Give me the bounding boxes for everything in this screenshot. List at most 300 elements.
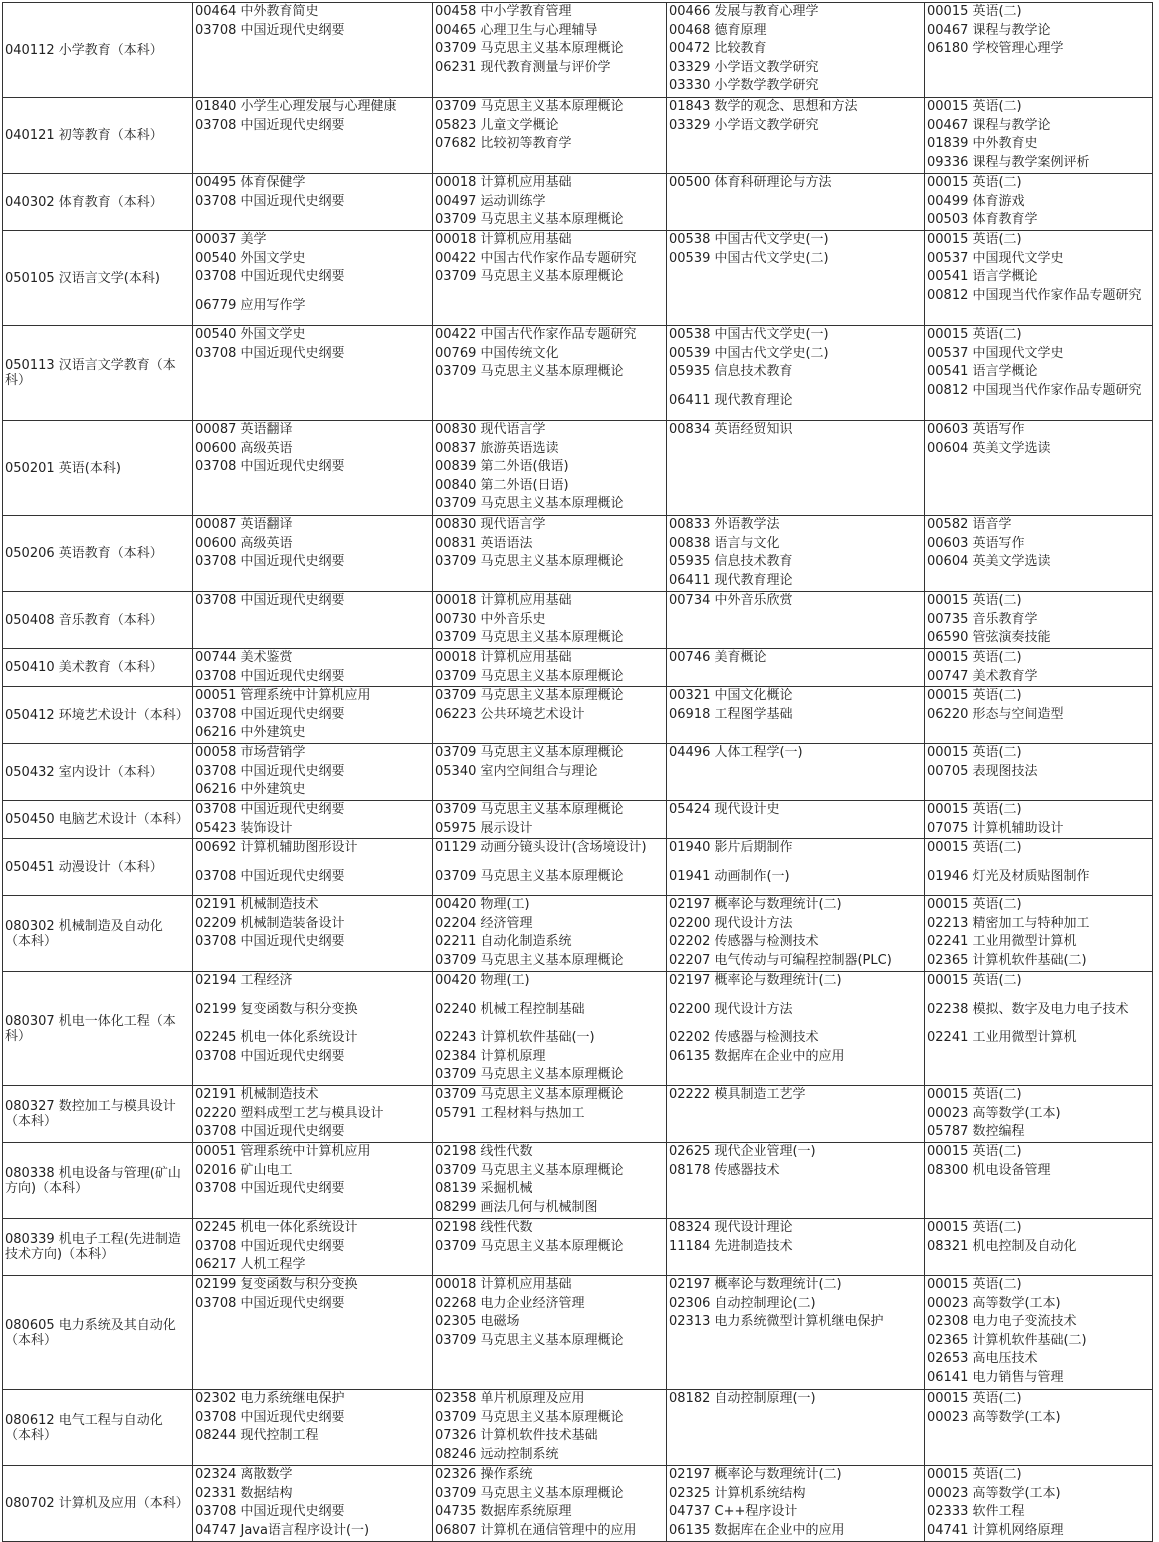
course-cell-2 <box>433 516 667 592</box>
course-item: 00015 英语(二) <box>927 745 1022 760</box>
course-cell-1 <box>193 801 433 839</box>
course-cell-4 <box>925 972 1153 1086</box>
course-item: 03709 马克思主义基本原理概论 <box>435 212 624 227</box>
line-gap <box>195 287 430 297</box>
course-item: 00015 英语(二) <box>927 802 1022 817</box>
course-cell-1 <box>193 516 433 592</box>
course-item: 00087 英语翻译 <box>195 422 293 437</box>
course-item: 00018 计算机应用基础 <box>435 232 572 247</box>
course-item: 00015 英语(二) <box>927 688 1022 703</box>
course-item: 02268 电力企业经济管理 <box>435 1295 585 1311</box>
course-item: 05823 儿童文学概论 <box>435 117 559 133</box>
line-gap <box>195 991 430 1001</box>
course-item: 00540 外国文学史 <box>195 327 306 342</box>
course-cell-1 <box>193 326 433 421</box>
line-gap <box>669 382 922 392</box>
course-cell-3 <box>667 98 925 174</box>
course-item: 03708 中国近现代史纲要 <box>195 269 345 284</box>
course-item: 06918 工程图学基础 <box>669 706 793 722</box>
table-row <box>3 1143 1153 1219</box>
course-item: 00015 英语(二) <box>927 897 1022 912</box>
course-item: 00467 课程与教学论 <box>927 22 1051 38</box>
course-cell-2 <box>433 98 667 174</box>
line-gap <box>669 1019 922 1029</box>
course-item: 03708 中国近现代史纲要 <box>195 668 345 684</box>
course-item: 02197 概率论与数理统计(二) <box>669 1277 842 1292</box>
course-item: 00497 运动训练学 <box>435 193 546 209</box>
exam-course-table <box>2 2 1153 1542</box>
course-cell-2 <box>433 1466 667 1542</box>
table-row <box>3 516 1153 592</box>
table-row <box>3 801 1153 839</box>
course-cell-2 <box>433 1086 667 1143</box>
course-item: 05423 装饰设计 <box>195 820 293 836</box>
major-name-cell: 080612 电气工程与自动化（本科） <box>3 1390 193 1466</box>
course-item: 03709 马克思主义基本原理概论 <box>435 668 624 684</box>
course-item: 03709 马克思主义基本原理概论 <box>435 554 624 569</box>
course-cell-3 <box>667 1276 925 1390</box>
course-item: 00603 英语写作 <box>927 535 1025 551</box>
course-item: 00539 中国古代文学史(二) <box>669 345 829 361</box>
course-cell-3 <box>667 839 925 896</box>
course-item: 08182 自动控制原理(一) <box>669 1391 816 1406</box>
course-item: 02241 工业用微型计算机 <box>927 1030 1077 1045</box>
course-item: 03709 马克思主义基本原理概论 <box>435 745 624 760</box>
course-item: 06411 现代教育理论 <box>669 572 793 588</box>
course-item: 03708 中国近现代史纲要 <box>195 1295 345 1311</box>
course-item: 02200 现代设计方法 <box>669 1001 793 1017</box>
line-gap <box>927 858 1150 868</box>
course-item: 00018 计算机应用基础 <box>435 593 572 608</box>
course-item: 02653 高电压技术 <box>927 1351 1038 1366</box>
course-item: 00769 中国传统文化 <box>435 345 559 361</box>
course-item: 02222 模具制造工艺学 <box>669 1087 806 1102</box>
course-item: 06217 人机工程学 <box>195 1257 306 1272</box>
course-item: 01843 数学的观念、思想和方法 <box>669 99 858 114</box>
major-name-cell: 080307 机电一体化工程（本科） <box>3 972 193 1086</box>
course-item: 02324 离散数学 <box>195 1467 293 1482</box>
course-cell-1 <box>193 1390 433 1466</box>
line-gap <box>435 858 664 868</box>
course-item: 00582 语音学 <box>927 517 1012 532</box>
course-item: 02211 自动化制造系统 <box>435 934 572 949</box>
course-cell-1 <box>193 839 433 896</box>
table-row <box>3 1276 1153 1390</box>
course-item: 01940 影片后期制作 <box>669 840 793 855</box>
course-item: 00023 高等数学(工本) <box>927 1105 1061 1121</box>
course-item: 02308 电力电子变流技术 <box>927 1314 1077 1329</box>
course-cell-4 <box>925 1219 1153 1276</box>
course-item: 03708 中国近现代史纲要 <box>195 868 345 884</box>
major-name-cell: 050113 汉语言文学教育（本科） <box>3 326 193 421</box>
course-item: 02240 机械工程控制基础 <box>435 1001 585 1017</box>
course-cell-3 <box>667 1086 925 1143</box>
major-name-cell: 050105 汉语言文学(本科) <box>3 231 193 326</box>
course-item: 00015 英语(二) <box>927 327 1022 342</box>
major-name-cell: 050410 美术教育（本科） <box>3 649 193 687</box>
course-item: 00023 高等数学(工本) <box>927 1295 1061 1311</box>
course-item: 02207 电气传动与可编程控制器(PLC) <box>669 952 892 968</box>
course-cell-1 <box>193 1219 433 1276</box>
course-item: 03709 马克思主义基本原理概论 <box>435 630 624 645</box>
course-item: 00466 发展与教育心理学 <box>669 4 819 19</box>
course-item: 00735 音乐教育学 <box>927 611 1038 627</box>
course-cell-1 <box>193 1143 433 1219</box>
course-item: 02326 操作系统 <box>435 1467 533 1482</box>
major-name-cell: 050432 室内设计（本科） <box>3 744 193 801</box>
course-item: 02199 复变函数与积分变换 <box>195 1001 358 1017</box>
course-cell-4 <box>925 839 1153 896</box>
line-gap <box>435 991 664 1001</box>
table-row <box>3 972 1153 1086</box>
course-item: 05424 现代设计史 <box>669 802 780 817</box>
course-item: 00838 语言与文化 <box>669 535 780 551</box>
table-row <box>3 1086 1153 1143</box>
course-cell-4 <box>925 744 1153 801</box>
course-cell-2 <box>433 1390 667 1466</box>
course-cell-3 <box>667 592 925 649</box>
major-name-cell: 080302 机械制造及自动化（本科） <box>3 896 193 972</box>
course-cell-3 <box>667 516 925 592</box>
course-item: 00830 现代语言学 <box>435 422 546 437</box>
course-item: 02209 机械制造装备设计 <box>195 915 345 931</box>
course-item: 00018 计算机应用基础 <box>435 650 572 665</box>
course-cell-2 <box>433 592 667 649</box>
course-item: 06135 数据库在企业中的应用 <box>669 1522 845 1538</box>
course-item: 00472 比较教育 <box>669 41 767 56</box>
course-item: 03708 中国近现代史纲要 <box>195 706 345 722</box>
course-item: 01941 动画制作(一) <box>669 868 790 884</box>
course-item: 03708 中国近现代史纲要 <box>195 802 345 817</box>
course-item: 03709 马克思主义基本原理概论 <box>435 1409 624 1425</box>
course-item: 02384 计算机原理 <box>435 1048 546 1064</box>
course-cell-3 <box>667 326 925 421</box>
table-row <box>3 231 1153 326</box>
course-item: 08139 采掘机械 <box>435 1181 533 1196</box>
course-item: 00458 中小学教育管理 <box>435 4 572 19</box>
course-item: 03709 马克思主义基本原理概论 <box>435 1162 624 1178</box>
course-item: 02197 概率论与数理统计(二) <box>669 1467 842 1482</box>
course-item: 03330 小学数学教学研究 <box>669 78 819 93</box>
course-item: 04737 C++程序设计 <box>669 1504 798 1519</box>
course-item: 02365 计算机软件基础(二) <box>927 952 1087 968</box>
course-item: 00051 管理系统中计算机应用 <box>195 688 371 703</box>
course-cell-3 <box>667 1219 925 1276</box>
course-cell-1 <box>193 972 433 1086</box>
table-row <box>3 592 1153 649</box>
course-item: 00015 英语(二) <box>927 1220 1022 1235</box>
course-cell-2 <box>433 421 667 516</box>
course-item: 00537 中国现代文学史 <box>927 345 1064 361</box>
course-cell-3 <box>667 1466 925 1542</box>
course-cell-4 <box>925 896 1153 972</box>
course-item: 03708 中国近现代史纲要 <box>195 345 345 361</box>
course-item: 03708 中国近现代史纲要 <box>195 1504 345 1519</box>
course-item: 00812 中国现当代作家作品专题研究 <box>927 382 1142 398</box>
course-item: 02202 传感器与检测技术 <box>669 1030 819 1045</box>
course-cell-1 <box>193 896 433 972</box>
course-item: 11184 先进制造技术 <box>669 1238 793 1254</box>
course-item: 05935 信息技术教育 <box>669 554 793 569</box>
course-item: 03708 中国近现代史纲要 <box>195 1124 345 1139</box>
course-item: 06411 现代教育理论 <box>669 392 793 408</box>
course-cell-4 <box>925 3 1153 98</box>
course-item: 00600 高级英语 <box>195 535 293 551</box>
course-cell-1 <box>193 421 433 516</box>
line-gap <box>927 991 1150 1001</box>
course-item: 00603 英语写作 <box>927 422 1025 437</box>
course-cell-4 <box>925 1276 1153 1390</box>
course-item: 02306 自动控制理论(二) <box>669 1295 816 1311</box>
course-item: 02325 计算机系统结构 <box>669 1485 806 1501</box>
course-cell-4 <box>925 98 1153 174</box>
course-item: 00465 心理卫生与心理辅导 <box>435 22 598 38</box>
course-item: 03709 马克思主义基本原理概论 <box>435 688 624 703</box>
course-item: 02194 工程经济 <box>195 973 293 988</box>
course-item: 07075 计算机辅助设计 <box>927 820 1064 836</box>
course-item: 03709 马克思主义基本原理概论 <box>435 364 624 379</box>
course-item: 00538 中国古代文学史(一) <box>669 327 829 342</box>
course-item: 00600 高级英语 <box>195 440 293 456</box>
major-name-cell: 040112 小学教育（本科） <box>3 3 193 98</box>
course-cell-4 <box>925 1086 1153 1143</box>
course-item: 00812 中国现当代作家作品专题研究 <box>927 287 1142 303</box>
course-cell-2 <box>433 1143 667 1219</box>
course-item: 03708 中国近现代史纲要 <box>195 1409 345 1425</box>
course-item: 00015 英语(二) <box>927 650 1022 665</box>
course-item: 08178 传感器技术 <box>669 1162 780 1178</box>
course-item: 00730 中外音乐史 <box>435 611 546 627</box>
course-cell-3 <box>667 421 925 516</box>
course-item: 02245 机电一体化系统设计 <box>195 1030 358 1045</box>
course-item: 00015 英语(二) <box>927 973 1022 988</box>
course-item: 00830 现代语言学 <box>435 517 546 532</box>
table-row <box>3 3 1153 98</box>
course-item: 03709 马克思主义基本原理概论 <box>435 41 624 56</box>
table-row <box>3 744 1153 801</box>
course-item: 03709 马克思主义基本原理概论 <box>435 99 624 114</box>
course-item: 00015 英语(二) <box>927 593 1022 608</box>
course-cell-1 <box>193 687 433 744</box>
course-item: 00464 中外教育简史 <box>195 4 319 19</box>
course-cell-1 <box>193 174 433 231</box>
course-item: 00734 中外音乐欣赏 <box>669 593 793 608</box>
line-gap <box>435 1019 664 1029</box>
course-cell-3 <box>667 1390 925 1466</box>
major-name-cell: 080327 数控加工与模具设计（本科） <box>3 1086 193 1143</box>
course-item: 03709 马克思主义基本原理概论 <box>435 868 624 884</box>
course-item: 00500 体育科研理论与方法 <box>669 175 832 190</box>
course-item: 00540 外国文学史 <box>195 250 306 266</box>
course-item: 00015 英语(二) <box>927 1391 1022 1406</box>
course-item: 00746 美育概论 <box>669 650 767 665</box>
course-item: 06216 中外建筑史 <box>195 782 306 797</box>
course-item: 05975 展示设计 <box>435 820 533 836</box>
course-cell-2 <box>433 3 667 98</box>
course-cell-2 <box>433 231 667 326</box>
course-item: 02331 数据结构 <box>195 1485 293 1501</box>
course-item: 02302 电力系统继电保护 <box>195 1391 345 1406</box>
course-item: 04496 人体工程学(一) <box>669 745 803 760</box>
course-item: 05791 工程材料与热加工 <box>435 1105 585 1121</box>
course-item: 03708 中国近现代史纲要 <box>195 459 345 474</box>
course-item: 02333 软件工程 <box>927 1504 1025 1519</box>
course-cell-2 <box>433 1276 667 1390</box>
course-item: 00503 体育教育学 <box>927 212 1038 227</box>
line-gap <box>195 1019 430 1029</box>
course-item: 00420 物理(工) <box>435 897 530 912</box>
course-item: 00422 中国古代作家作品专题研究 <box>435 250 637 266</box>
course-item: 00468 德育原理 <box>669 22 767 38</box>
course-item: 02197 概率论与数理统计(二) <box>669 973 842 988</box>
course-item: 05340 室内空间组合与理论 <box>435 763 598 779</box>
course-item: 04741 计算机网络原理 <box>927 1522 1064 1538</box>
course-item: 00015 英语(二) <box>927 1144 1022 1159</box>
course-item: 00023 高等数学(工本) <box>927 1485 1061 1501</box>
course-cell-4 <box>925 516 1153 592</box>
course-item: 00015 英语(二) <box>927 840 1022 855</box>
course-cell-2 <box>433 174 667 231</box>
course-cell-4 <box>925 687 1153 744</box>
course-cell-3 <box>667 744 925 801</box>
table-row <box>3 1390 1153 1466</box>
course-item: 03708 中国近现代史纲要 <box>195 1238 345 1254</box>
course-item: 03709 马克思主义基本原理概论 <box>435 496 624 511</box>
course-item: 00023 高等数学(工本) <box>927 1409 1061 1425</box>
course-cell-2 <box>433 687 667 744</box>
course-cell-3 <box>667 1143 925 1219</box>
course-item: 03708 中国近现代史纲要 <box>195 1048 345 1064</box>
course-item: 00015 英语(二) <box>927 232 1022 247</box>
course-item: 06779 应用写作学 <box>195 297 306 313</box>
course-item: 06590 管弦演奏技能 <box>927 630 1051 645</box>
line-gap <box>927 1019 1150 1029</box>
course-item: 00692 计算机辅助图形设计 <box>195 840 358 855</box>
course-cell-2 <box>433 972 667 1086</box>
course-item: 07682 比较初等教育学 <box>435 136 572 151</box>
course-item: 00705 表现图技法 <box>927 763 1038 779</box>
course-item: 00744 美术鉴赏 <box>195 650 293 665</box>
course-item: 03709 马克思主义基本原理概论 <box>435 1485 624 1501</box>
course-cell-3 <box>667 896 925 972</box>
course-item: 02198 线性代数 <box>435 1220 533 1235</box>
course-item: 03709 马克思主义基本原理概论 <box>435 802 624 817</box>
course-item: 02213 精密加工与特种加工 <box>927 915 1090 931</box>
major-name-cell: 050206 英语教育（本科） <box>3 516 193 592</box>
major-name-cell: 050408 音乐教育（本科） <box>3 592 193 649</box>
course-cell-1 <box>193 649 433 687</box>
course-item: 00058 市场营销学 <box>195 745 306 760</box>
major-name-cell: 080338 机电设备与管理(矿山方向)（本科） <box>3 1143 193 1219</box>
course-item: 06223 公共环境艺术设计 <box>435 706 585 722</box>
table-row <box>3 98 1153 174</box>
course-cell-2 <box>433 1219 667 1276</box>
major-name-cell: 050412 环境艺术设计（本科） <box>3 687 193 744</box>
course-item: 03708 中国近现代史纲要 <box>195 554 345 569</box>
course-cell-3 <box>667 687 925 744</box>
course-cell-2 <box>433 896 667 972</box>
major-name-cell: 080702 计算机及应用（本科） <box>3 1466 193 1542</box>
course-cell-2 <box>433 649 667 687</box>
course-item: 03708 中国近现代史纲要 <box>195 1181 345 1196</box>
course-cell-4 <box>925 592 1153 649</box>
course-cell-4 <box>925 1143 1153 1219</box>
course-item: 00467 课程与教学论 <box>927 117 1051 133</box>
course-item: 00422 中国古代作家作品专题研究 <box>435 327 637 342</box>
course-cell-1 <box>193 744 433 801</box>
course-item: 02220 塑料成型工艺与模具设计 <box>195 1105 384 1121</box>
course-item: 03708 中国近现代史纲要 <box>195 22 345 38</box>
table-row <box>3 421 1153 516</box>
course-item: 00541 语言学概论 <box>927 269 1038 284</box>
course-item: 00015 英语(二) <box>927 4 1022 19</box>
course-item: 00833 外语教学法 <box>669 517 780 532</box>
course-cell-4 <box>925 421 1153 516</box>
course-item: 02358 单片机原理及应用 <box>435 1391 585 1406</box>
course-item: 00839 第二外语(俄语) <box>435 459 569 474</box>
course-item: 01840 小学生心理发展与心理健康 <box>195 99 397 114</box>
course-item: 02191 机械制造技术 <box>195 1087 319 1102</box>
course-item: 06141 电力销售与管理 <box>927 1369 1064 1385</box>
course-item: 01839 中外教育史 <box>927 136 1038 151</box>
major-name-cell: 050450 电脑艺术设计（本科） <box>3 801 193 839</box>
course-item: 02245 机电一体化系统设计 <box>195 1220 358 1235</box>
table-row <box>3 1466 1153 1542</box>
course-item: 00604 英美文学选读 <box>927 554 1051 569</box>
course-item: 02238 模拟、数字及电力电子技术 <box>927 1001 1129 1017</box>
course-cell-1 <box>193 3 433 98</box>
course-item: 02200 现代设计方法 <box>669 915 793 931</box>
course-item: 04735 数据库系统原理 <box>435 1504 572 1519</box>
course-item: 02204 经济管理 <box>435 915 533 931</box>
course-item: 00420 物理(工) <box>435 973 530 988</box>
course-item: 03709 马克思主义基本原理概论 <box>435 1087 624 1102</box>
course-item: 00015 英语(二) <box>927 1277 1022 1292</box>
course-item: 08321 机电控制及自动化 <box>927 1238 1077 1254</box>
course-item: 06807 计算机在通信管理中的应用 <box>435 1522 637 1538</box>
major-name-cell: 040121 初等教育（本科） <box>3 98 193 174</box>
course-item: 07326 计算机软件技术基础 <box>435 1428 598 1443</box>
course-cell-2 <box>433 326 667 421</box>
course-item: 03708 中国近现代史纲要 <box>195 593 345 608</box>
course-cell-1 <box>193 1276 433 1390</box>
table-row <box>3 896 1153 972</box>
course-item: 00321 中国文化概论 <box>669 688 793 703</box>
course-cell-1 <box>193 592 433 649</box>
table-row <box>3 649 1153 687</box>
course-item: 06180 学校管理心理学 <box>927 41 1064 56</box>
course-cell-4 <box>925 174 1153 231</box>
course-cell-3 <box>667 649 925 687</box>
course-item: 02016 矿山电工 <box>195 1162 293 1178</box>
course-item: 00087 英语翻译 <box>195 517 293 532</box>
course-item: 00051 管理系统中计算机应用 <box>195 1144 371 1159</box>
line-gap <box>669 991 922 1001</box>
course-cell-2 <box>433 839 667 896</box>
course-item: 00831 英语语法 <box>435 535 533 551</box>
course-item: 02197 概率论与数理统计(二) <box>669 897 842 912</box>
course-item: 02198 线性代数 <box>435 1144 533 1159</box>
course-item: 02202 传感器与检测技术 <box>669 934 819 949</box>
course-item: 09336 课程与教学案例评析 <box>927 154 1090 170</box>
course-item: 06220 形态与空间造型 <box>927 706 1064 722</box>
course-item: 02243 计算机软件基础(一) <box>435 1030 595 1045</box>
course-item: 06216 中外建筑史 <box>195 725 306 740</box>
course-item: 08324 现代设计理论 <box>669 1220 793 1235</box>
course-cell-3 <box>667 231 925 326</box>
course-item: 03329 小学语文教学研究 <box>669 117 819 133</box>
course-item: 02199 复变函数与积分变换 <box>195 1277 358 1292</box>
